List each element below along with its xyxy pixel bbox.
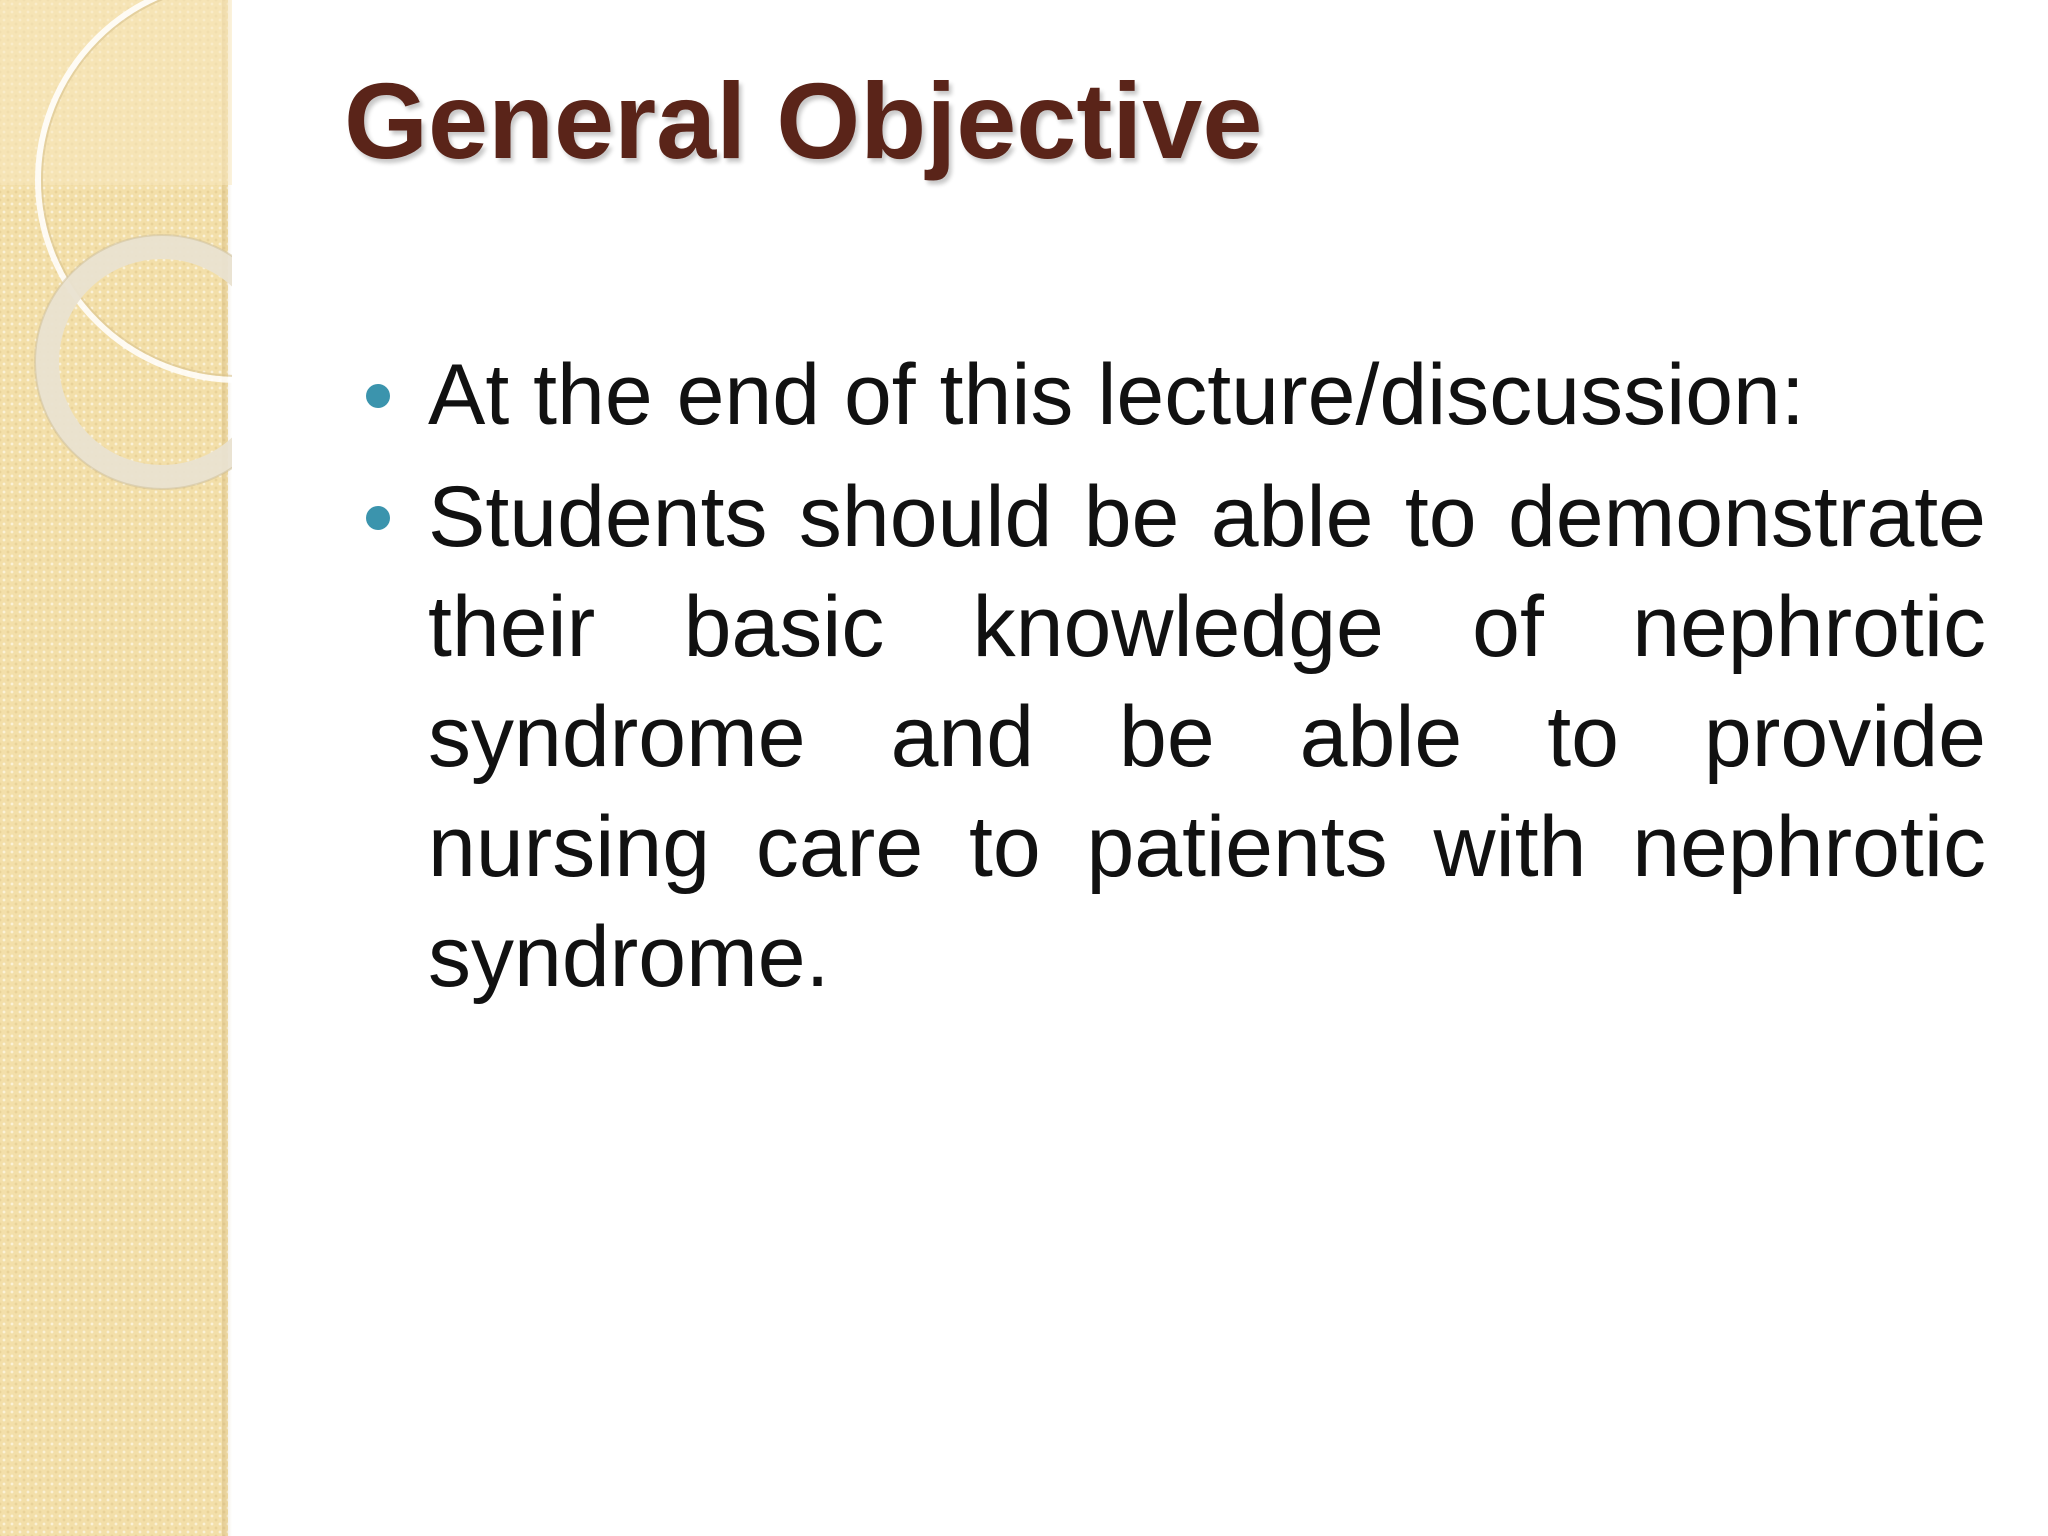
bullet-text: At the end of this lecture/discussion: (428, 347, 1805, 443)
bullet-dot-icon (366, 384, 390, 408)
bullet-dot-icon (366, 506, 390, 530)
bullet-text: Students should be able to demonstrate their basic knowledge of nephrotic syndrome and be able to provide nursing care to patients with nephrotic syndrome. (428, 469, 1986, 1005)
slide-title: General Objective (344, 60, 1263, 181)
bullet-item (366, 462, 1986, 1012)
decorative-rings (0, 0, 232, 520)
bullet-list (366, 340, 1986, 1024)
bullet-item (366, 340, 1986, 450)
